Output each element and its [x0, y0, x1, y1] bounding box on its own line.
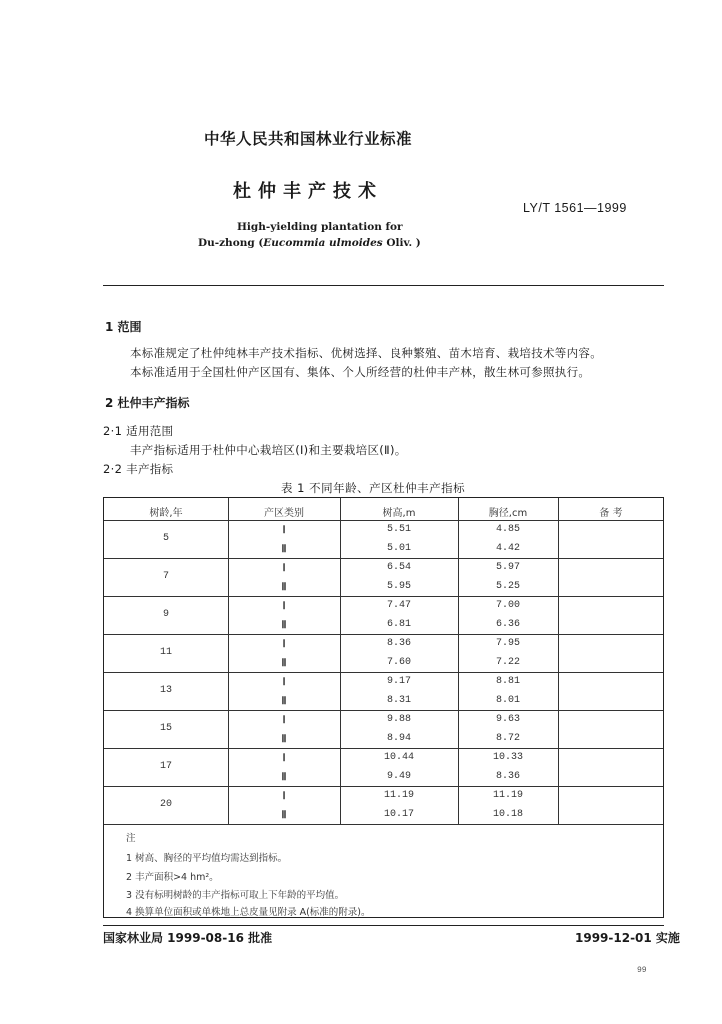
table-dbh-cell: 7.95	[495, 638, 520, 649]
english-title-line1: High-yielding plantation for	[237, 221, 403, 233]
table-note-2: 2 丰产面积>4 hm²。	[126, 872, 219, 883]
table-height-cell: 11.19	[383, 790, 414, 801]
section-2-2-heading: 2·2 丰产指标	[103, 462, 174, 476]
table-note-3: 3 没有标明树龄的丰产指标可取上下年龄的平均值。	[126, 890, 345, 901]
section-2-1-heading: 2·1 适用范围	[103, 424, 174, 438]
table-age-cell: 17	[159, 761, 172, 772]
table-height-cell: 5.95	[386, 581, 411, 592]
table-age-cell: 7	[162, 571, 169, 582]
table-height-cell: 6.54	[386, 562, 411, 573]
document-title: 杜仲丰产技术	[233, 181, 383, 202]
table-age-cell: 11	[159, 647, 172, 658]
header-dbh: 胸径,cm	[488, 508, 528, 519]
standard-title: 中华人民共和国林业行业标准	[204, 130, 413, 148]
table-dbh-cell: 8.01	[495, 695, 520, 706]
table-row-line	[104, 634, 663, 635]
table-dbh-cell: 9.63	[495, 714, 520, 725]
table-dbh-cell: 11.19	[492, 790, 523, 801]
table-height-cell: 10.17	[383, 809, 414, 820]
table-zone-cell: Ⅰ	[282, 639, 286, 650]
header-age: 树龄,年	[149, 508, 183, 519]
section-1-heading: 1 范围	[105, 320, 142, 334]
table-height-cell: 5.51	[386, 524, 411, 535]
table-row-line	[104, 596, 663, 597]
table-caption: 表 1 不同年龄、产区杜仲丰产指标	[281, 481, 466, 495]
table-dbh-cell: 5.25	[495, 581, 520, 592]
table-zone-cell: Ⅰ	[282, 753, 286, 764]
table-height-cell: 8.31	[386, 695, 411, 706]
table-column-line	[558, 498, 559, 824]
section-2-heading: 2 杜仲丰产指标	[105, 396, 190, 410]
table-dbh-cell: 6.36	[495, 619, 520, 630]
table-row-line	[104, 672, 663, 673]
table-dbh-cell: 5.97	[495, 562, 520, 573]
table-zone-cell: Ⅱ	[281, 544, 287, 555]
table-zone-cell: Ⅰ	[282, 677, 286, 688]
table-age-cell: 13	[159, 685, 172, 696]
table-age-cell: 15	[159, 723, 172, 734]
table-dbh-cell: 10.18	[492, 809, 523, 820]
approval-date: 国家林业局 1999-08-16 批准	[103, 931, 273, 945]
table-height-cell: 10.44	[383, 752, 414, 763]
table-dbh-cell: 10.33	[492, 752, 523, 763]
table-zone-cell: Ⅱ	[281, 658, 287, 669]
table-height-cell: 7.60	[386, 657, 411, 668]
table-height-cell: 7.47	[386, 600, 411, 611]
header-remarks: 备 考	[599, 508, 623, 519]
table-note-label: 注	[126, 833, 136, 844]
section-1-paragraph-2: 本标准适用于全国杜仲产区国有、集体、个人所经营的杜仲丰产林，散生林可参照执行。	[130, 365, 591, 379]
header-zone: 产区类别	[264, 508, 304, 519]
table-zone-cell: Ⅰ	[282, 791, 286, 802]
table-height-cell: 6.81	[386, 619, 411, 630]
yield-index-table	[103, 497, 664, 918]
table-zone-cell: Ⅱ	[281, 582, 287, 593]
table-zone-cell: Ⅱ	[281, 734, 287, 745]
table-zone-cell: Ⅱ	[281, 620, 287, 631]
table-dbh-cell: 4.42	[495, 543, 520, 554]
table-zone-cell: Ⅰ	[282, 601, 286, 612]
table-row-line	[104, 710, 663, 711]
table-zone-cell: Ⅱ	[281, 810, 287, 821]
table-dbh-cell: 8.81	[495, 676, 520, 687]
table-age-cell: 20	[159, 799, 172, 810]
table-zone-cell: Ⅱ	[281, 696, 287, 707]
table-height-cell: 8.36	[386, 638, 411, 649]
footer-divider	[103, 925, 664, 926]
table-age-cell: 5	[162, 533, 169, 544]
table-height-cell: 9.17	[386, 676, 411, 687]
header-height: 树高,m	[382, 508, 416, 519]
table-header-line	[104, 520, 663, 521]
table-zone-cell: Ⅱ	[281, 772, 287, 783]
table-dbh-cell: 8.72	[495, 733, 520, 744]
header-divider	[103, 285, 664, 286]
table-column-line	[458, 498, 459, 824]
page-number: 99	[637, 966, 647, 975]
english-title-suffix: Oliv. )	[382, 237, 421, 249]
table-zone-cell: Ⅰ	[282, 563, 286, 574]
table-row-line	[104, 824, 663, 825]
table-row-line	[104, 748, 663, 749]
implementation-date: 1999-12-01 实施	[575, 931, 680, 945]
latin-name: Eucommia ulmoides	[263, 237, 383, 249]
table-age-cell: 9	[162, 609, 169, 620]
table-dbh-cell: 7.22	[495, 657, 520, 668]
section-2-1-paragraph: 丰产指标适用于杜仲中心栽培区(Ⅰ)和主要栽培区(Ⅱ)。	[130, 443, 407, 457]
table-column-line	[340, 498, 341, 824]
table-height-cell: 5.01	[386, 543, 411, 554]
english-title-line2	[198, 237, 421, 249]
table-height-cell: 9.49	[386, 771, 411, 782]
table-row-line	[104, 558, 663, 559]
table-dbh-cell: 7.00	[495, 600, 520, 611]
table-note-4: 4 换算单位面积或单株地上总皮量见附录 A(标准的附录)。	[126, 907, 371, 918]
table-zone-cell: Ⅰ	[282, 525, 286, 536]
table-row-line	[104, 786, 663, 787]
table-dbh-cell: 4.85	[495, 524, 520, 535]
table-dbh-cell: 8.36	[495, 771, 520, 782]
table-height-cell: 9.88	[386, 714, 411, 725]
table-column-line	[228, 498, 229, 824]
standard-code: LY/T 1561—1999	[523, 201, 627, 215]
english-title-prefix: Du-zhong (	[198, 237, 264, 249]
section-1-paragraph-1: 本标准规定了杜仲纯林丰产技术指标、优树选择、良种繁殖、苗木培育、栽培技术等内容。	[130, 346, 602, 360]
table-zone-cell: Ⅰ	[282, 715, 286, 726]
table-height-cell: 8.94	[386, 733, 411, 744]
table-note-1: 1 树高、胸径的平均值均需达到指标。	[126, 853, 288, 864]
